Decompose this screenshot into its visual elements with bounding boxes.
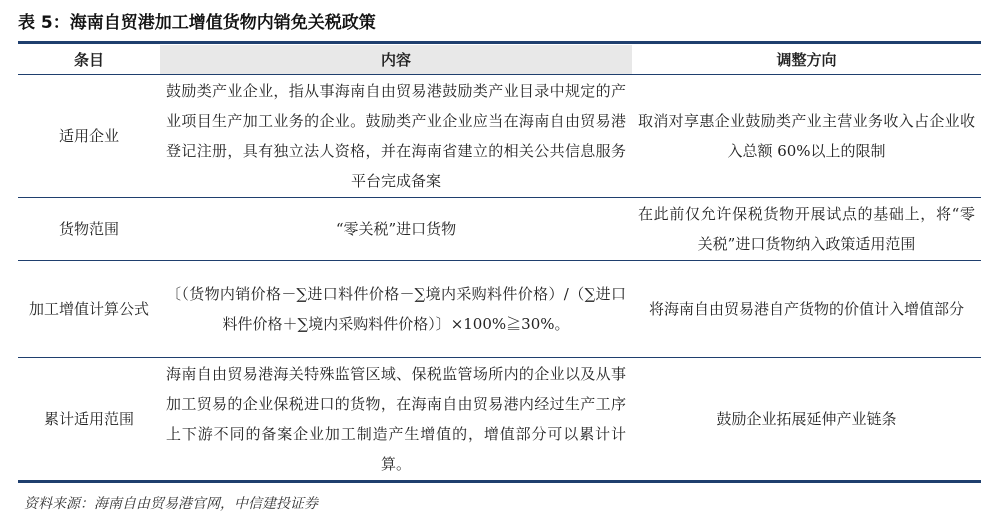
cell-adjustment-text: 鼓励企业拓展延伸产业链条: [716, 410, 897, 428]
table-row: [18, 358, 981, 482]
table-row: [18, 75, 981, 198]
cell-adjustment: [632, 75, 981, 198]
policy-table: [18, 45, 981, 483]
cell-content: [160, 75, 632, 198]
cell-content: [160, 358, 632, 482]
cell-adjustment: [632, 358, 981, 482]
table-row: [18, 198, 981, 261]
cell-adjustment: [632, 261, 981, 358]
table-title: 表 5：海南自贸港加工增值货物内销免关税政策: [18, 13, 376, 33]
header-item: 条目: [18, 45, 160, 75]
cell-content-text: 鼓励类产业企业，指从事海南自由贸易港鼓励类产业目录中规定的产业项目生产加工业务的企业。鼓励类产业企业应当在海南自由贸易港登记注册，具有独立法人资格，并在海南省建立的相关公共信息服务平台完成备案: [166, 82, 626, 190]
header-adjustment: 调整方向: [632, 45, 981, 75]
source-note: 资料来源：海南自由贸易港官网，中信建投证券: [24, 496, 318, 512]
header-content: 内容: [160, 45, 632, 75]
cell-adjustment: [632, 198, 981, 261]
cell-adjustment-text: 取消对享惠企业鼓励类产业主营业务收入占企业收入总额 60%以上的限制: [638, 112, 975, 160]
cell-item: 适用企业: [18, 75, 160, 198]
top-rule: [18, 41, 981, 44]
cell-content-text: 海南自由贸易港海关特殊监管区域、保税监管场所内的企业以及从事加工贸易的企业保税进口的货物，在海南自由贸易港内经过生产工序上下游不同的备案企业加工制造产生增值的，增值部分可以累计计算。: [166, 365, 626, 473]
cell-content: [160, 198, 632, 261]
cell-item: 加工增值计算公式: [18, 261, 160, 358]
cell-content: [160, 261, 632, 358]
cell-adjustment-text: 在此前仅允许保税货物开展试点的基础上，将“零关税”进口货物纳入政策适用范围: [638, 205, 975, 253]
table-row: [18, 261, 981, 358]
cell-item: 货物范围: [18, 198, 160, 261]
cell-content-text: “零关税”进口货物: [335, 220, 457, 238]
cell-adjustment-text: 将海南自由贸易港自产货物的价值计入增值部分: [648, 300, 964, 318]
cell-item: 累计适用范围: [18, 358, 160, 482]
cell-content-text: 〔（货物内销价格－∑进口料件价格－∑境内采购料件价格）/（∑进口料件价格＋∑境内采购料件价格）〕×100%≧30%。: [166, 285, 626, 333]
header-row: [18, 45, 981, 75]
